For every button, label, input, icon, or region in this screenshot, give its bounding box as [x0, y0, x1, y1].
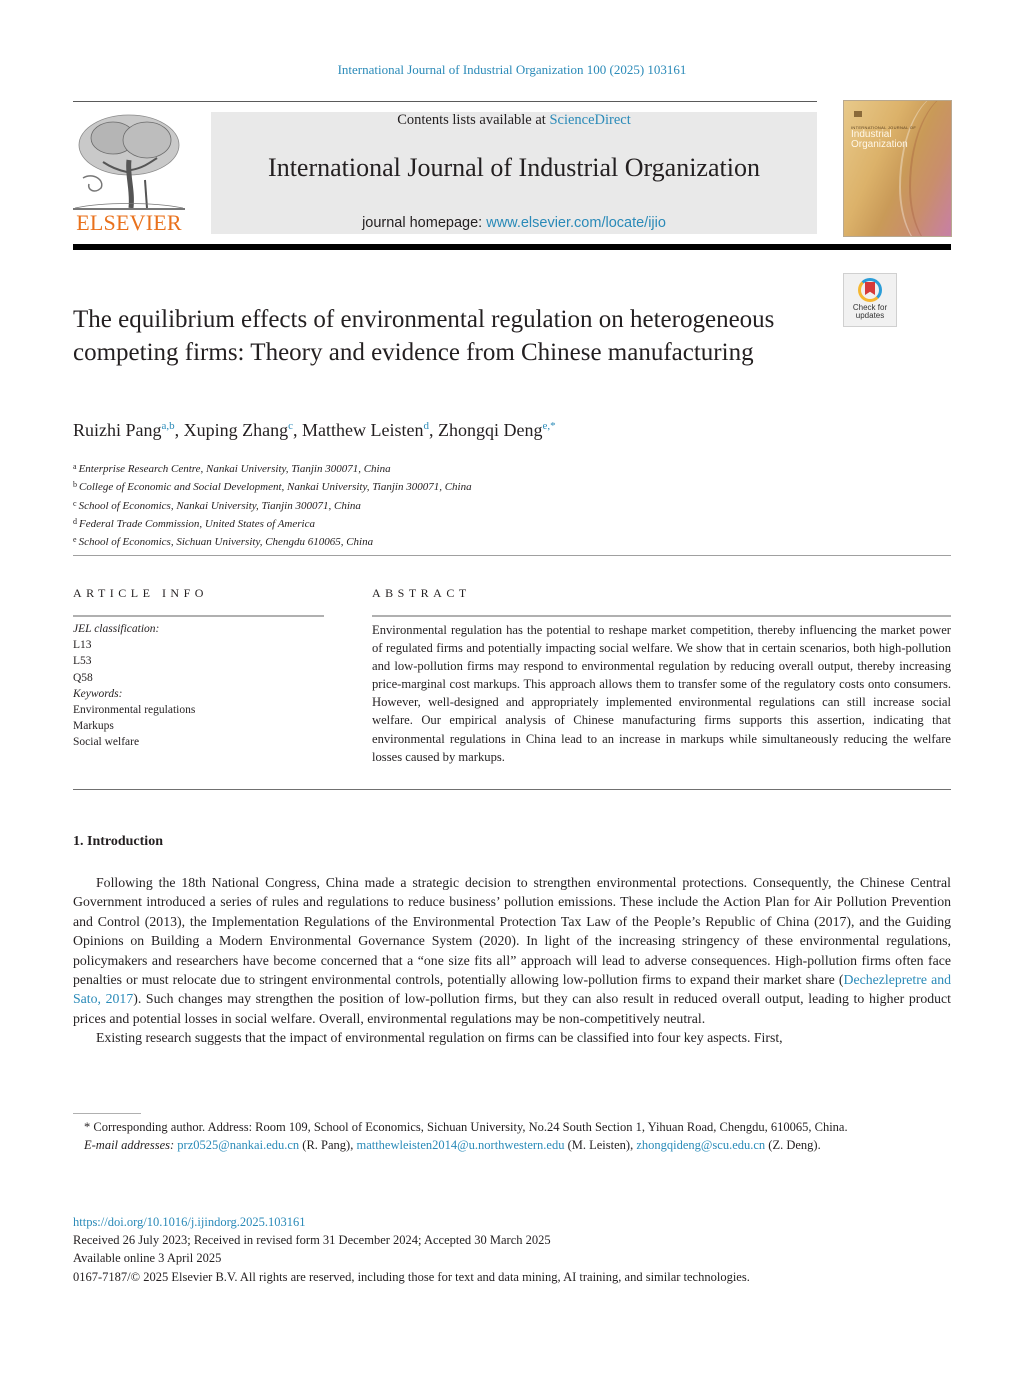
article-info-list: [73, 621, 195, 751]
jel-code: Q58: [73, 671, 93, 684]
affiliation-list: [73, 459, 472, 550]
author-affiliation-marker[interactable]: d: [423, 420, 429, 432]
email-label: E-mail addresses:: [84, 1138, 175, 1153]
email-link[interactable]: prz0525@nankai.edu.cn: [177, 1138, 300, 1153]
cover-title-line1: Industrial: [851, 129, 892, 140]
elsevier-wordmark: ELSEVIER: [76, 210, 182, 235]
author-name[interactable]: Ruizhi Pang: [73, 420, 162, 440]
author-name[interactable]: Xuping Zhang: [183, 420, 289, 440]
copyright-notice: 0167-7187/© 2025 Elsevier B.V. All rights are reserved, including those for text and data mining, AI training, and similar technologies.: [73, 1269, 750, 1284]
running-head[interactable]: International Journal of Industrial Organization 100 (2025) 103161: [337, 62, 687, 77]
author-name[interactable]: Matthew Leisten: [302, 420, 424, 440]
jel-label: JEL classification:: [73, 623, 160, 635]
affiliation-item: $^a$ Enterprise Research Centre, Nankai University, Tianjin 300071, China: [73, 462, 391, 475]
abstract-heading: ABSTRACT: [372, 586, 471, 600]
citation-link[interactable]: Dechezlepretre and Sato, 2017: [73, 972, 951, 1007]
available-online: Available online 3 April 2025: [73, 1251, 222, 1266]
article-info-rule: [73, 615, 324, 617]
cover-publisher-logo-icon: [854, 111, 862, 117]
author-affiliation-marker[interactable]: e,*: [542, 420, 556, 432]
doi-link[interactable]: https://doi.org/10.1016/j.ijindorg.2025.103161: [73, 1215, 306, 1229]
publication-history: Received 26 July 2023; Received in revised form 31 December 2024; Accepted 30 March 2025: [73, 1233, 551, 1248]
abstract-bottom-rule: [73, 789, 951, 790]
article-info-heading: ARTICLE INFO: [73, 586, 208, 600]
footnote-rule: [73, 1113, 141, 1114]
footnote: [73, 1118, 951, 1154]
journal-cover-image[interactable]: [843, 100, 952, 237]
check-for-updates-button[interactable]: [843, 273, 897, 327]
affiliation-item: $^b$ College of Economic and Social Development, Nankai University, Tianjin 300071, China: [73, 480, 472, 494]
paragraph: Following the 18th National Congress, China made a strategic decision to strengthen environmental protections. Consequently, the Chinese Central Government introduced a series of rules and regulations to reduce business’ pollution emissions. These include the Action Plan for Air Pollution Prevention and Control (2013), the Implementation Regulations of the Environmental Protection Tax Law of the People’s Republic of China (2017), and the Guiding Opinions on Building a Modern Environmental Governance System (2020). In light of the increasing stringency of these environmental regulations, policymakers and researchers have become concerned that a “one size fits all” approach will lead to adverse consequences. High-pollution firms often face penalties or must relocate due to stringent environmental controls, potentially allowing low-pollution firms to expand their market share (Dechezlepretre and Sato, 2017). Such changes may strengthen the position of low-pollution firms, but they can also result in reduced overall output, leading to higher product prices and potential losses in social welfare. Overall, environmental regulations may be non-competitively neutral.: [73, 875, 951, 1026]
jel-code: L13: [73, 639, 92, 652]
author-affiliation-marker[interactable]: c: [288, 420, 294, 432]
author-list: Ruizhi Pang$^{a,b}$, Xuping Zhang$^c$, Matthew Leisten$^d$, Zhongqi Deng$^{e,*}$: [73, 420, 556, 440]
author-affiliation-marker[interactable]: a,b: [161, 420, 175, 432]
corresponding-author-note: * Corresponding author. Address: Room 109, School of Economics, Sichuan University, No.24 South Section 1, Yihuan Road, Chengdu, 610065, China.: [84, 1120, 848, 1134]
check-updates-label: Check for updates: [852, 303, 888, 320]
email-addresses: E-mail addresses: prz0525@nankai.edu.cn (R. Pang), matthewleisten2014@u.northwestern.edu (M. Leisten), zhongqideng@scu.edu.cn (Z. Deng).: [84, 1138, 821, 1153]
cover-title-line2: Organization: [851, 139, 908, 150]
masthead-thick-rule: [73, 244, 951, 250]
cover-title: [851, 130, 908, 150]
jel-code: L53: [73, 655, 92, 668]
homepage-prefix: journal homepage:: [362, 215, 487, 231]
article-title: The equilibrium effects of environmental regulation on heterogeneous competing firms: Theory and evidence from Chinese manufacturing: [73, 306, 775, 366]
affiliation-item: $^c$ School of Economics, Nankai University, Tianjin 300071, China: [73, 498, 361, 512]
sciencedirect-link[interactable]: ScienceDirect: [549, 112, 631, 128]
keyword: Environmental regulations: [73, 704, 196, 717]
section-heading-introduction: 1. Introduction: [73, 834, 163, 849]
publication-info: [73, 1213, 750, 1286]
email-link[interactable]: zhongqideng@scu.edu.cn: [636, 1138, 766, 1153]
cover-small-text: INTERNATIONAL JOURNAL OF: [851, 125, 917, 130]
keyword: Markups: [73, 720, 114, 733]
homepage-line: [211, 215, 817, 231]
journal-homepage-link[interactable]: www.elsevier.com/locate/ijio: [486, 215, 666, 231]
introduction-body: [73, 873, 951, 1048]
section-divider: [73, 555, 951, 556]
keywords-label: Keywords:: [73, 687, 123, 700]
author-name[interactable]: Zhongqi Deng: [437, 420, 543, 440]
abstract-text: Environmental regulation has the potential to reshape market competition, thereby influencing the market power of regulated firms and potentially impacting social welfare. We show that in certain scenarios, both high-pollution and low-pollution firms may respond to environmental regulation by reducing overall output, thereby increasing price-marginal cost markups. This approach allows them to transfer some of the regulatory costs onto consumers. However, well-designed and appropriately implemented environmental regulations can still increase social welfare. Our empirical analysis of Chinese manufacturing firms supports this assertion, indicating that environmental regulations in China lead to an increase in markups while simultaneously reducing the welfare losses caused by markups.: [372, 623, 951, 764]
contents-prefix: Contents lists available at: [397, 112, 550, 128]
contents-line: [211, 112, 817, 129]
abstract-rule: [372, 615, 951, 617]
top-rule: [73, 101, 817, 102]
journal-title: International Journal of Industrial Organization: [268, 153, 760, 182]
affiliation-item: $^e$ School of Economics, Sichuan University, Chengdu 610065, China: [73, 535, 374, 549]
keyword: Social welfare: [73, 736, 140, 749]
affiliation-item: $^d$ Federal Trade Commission, United States of America: [73, 516, 315, 530]
email-link[interactable]: matthewleisten2014@u.northwestern.edu: [356, 1138, 565, 1153]
paragraph: Existing research suggests that the impact of environmental regulation on firms can be classified into four key aspects. First,: [96, 1030, 783, 1046]
